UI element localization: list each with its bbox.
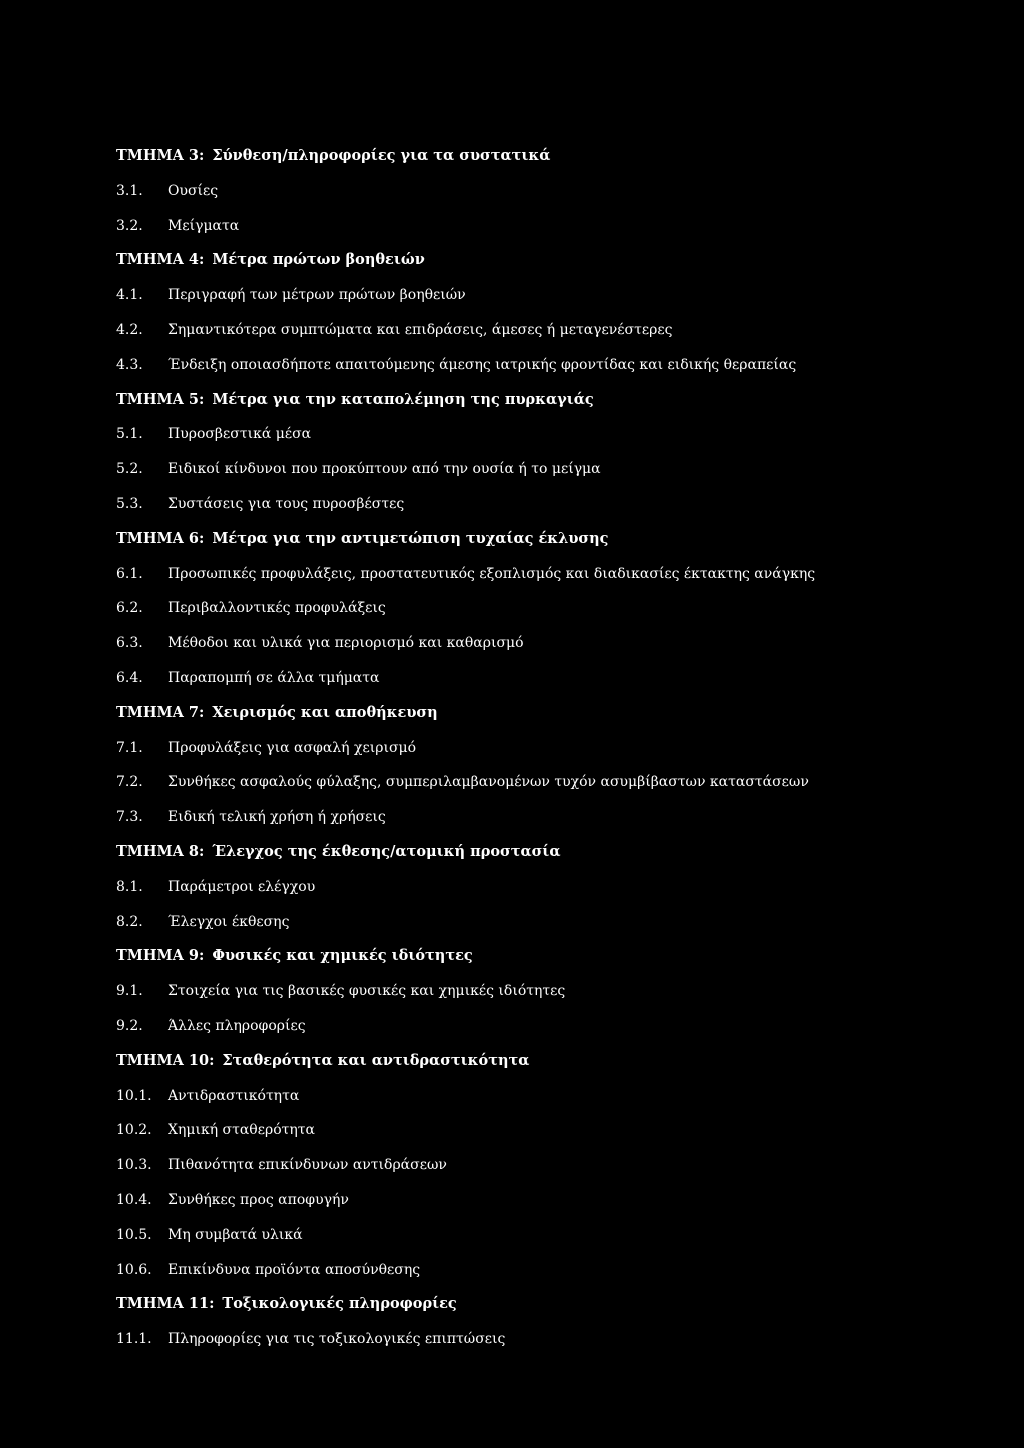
subsection-text: Περιβαλλοντικές προφυλάξεις — [168, 600, 386, 617]
subsection-number: 9.1. — [116, 983, 143, 1000]
subsection-item — [116, 348, 996, 383]
subsection-text: Παραπομπή σε άλλα τμήματα — [168, 669, 380, 686]
subsection-item — [116, 1253, 996, 1288]
subsection-number: 10.6. — [116, 1261, 152, 1278]
subsection-number: 4.2. — [116, 321, 143, 338]
subsection-text: Συνθήκες ασφαλούς φύλαξης, συμπεριλαμβανομένων τυχόν ασυμβίβαστων καταστάσεων — [168, 774, 809, 791]
section-title: Έλεγχος της έκθεσης/ατομική προστασία — [212, 842, 561, 860]
subsection-text: Συνθήκες προς αποφυγήν — [168, 1191, 349, 1208]
subsection-text: Έλεγχοι έκθεσης — [168, 913, 290, 930]
section-heading — [116, 522, 996, 557]
subsection-number: 6.2. — [116, 600, 143, 617]
subsection-number: 6.4. — [116, 669, 143, 686]
subsection-item — [116, 870, 996, 905]
subsection-item — [116, 278, 996, 313]
subsection-item — [116, 174, 996, 209]
subsection-number: 3.1. — [116, 182, 143, 199]
subsection-text: Συστάσεις για τους πυροσβέστες — [168, 495, 405, 512]
section-heading — [116, 1044, 996, 1079]
subsection-text: Χημική σταθερότητα — [168, 1122, 315, 1139]
subsection-item — [116, 209, 996, 244]
subsection-text: Μείγματα — [168, 217, 240, 234]
subsection-text: Ειδική τελική χρήση ή χρήσεις — [168, 809, 386, 826]
subsection-text: Προφυλάξεις για ασφαλή χειρισμό — [168, 739, 417, 756]
subsection-item — [116, 661, 996, 696]
subsection-number: 4.3. — [116, 356, 143, 373]
document-page — [116, 139, 996, 1357]
subsection-text: Ειδικοί κίνδυνοι που προκύπτουν από την ουσία ή το μείγμα — [168, 461, 601, 478]
subsection-text: Μη συμβατά υλικά — [168, 1226, 303, 1243]
subsection-number: 5.1. — [116, 426, 143, 443]
section-heading — [116, 939, 996, 974]
subsection-number: 3.2. — [116, 217, 143, 234]
section-title: Μέτρα πρώτων βοηθειών — [212, 251, 425, 269]
subsection-item — [116, 591, 996, 626]
subsection-item — [116, 1218, 996, 1253]
section-heading — [116, 139, 996, 174]
subsection-text: Επικίνδυνα προϊόντα αποσύνθεσης — [168, 1261, 421, 1278]
section-label: ΤΜΗΜΑ 8: — [116, 842, 205, 860]
subsection-number: 10.1. — [116, 1087, 152, 1104]
subsection-item — [116, 765, 996, 800]
subsection-number: 5.2. — [116, 461, 143, 478]
section-title: Μέτρα για την αντιμετώπιση τυχαίας έκλυσης — [212, 529, 609, 547]
section-title: Τοξικολογικές πληροφορίες — [222, 1295, 457, 1313]
subsection-text: Ουσίες — [168, 182, 219, 199]
subsection-item — [116, 1009, 996, 1044]
subsection-item — [116, 1113, 996, 1148]
section-label: ΤΜΗΜΑ 7: — [116, 703, 205, 721]
subsection-number: 10.5. — [116, 1226, 152, 1243]
section-title: Σύνθεση/πληροφορίες για τα συστατικά — [212, 147, 551, 164]
subsection-number: 7.2. — [116, 774, 143, 791]
subsection-item — [116, 905, 996, 940]
subsection-number: 10.2. — [116, 1122, 152, 1139]
section-label: ΤΜΗΜΑ 10: — [116, 1051, 215, 1069]
subsection-item — [116, 1322, 996, 1357]
subsection-number: 8.2. — [116, 913, 143, 930]
section-title: Σταθερότητα και αντιδραστικότητα — [222, 1051, 530, 1069]
subsection-number: 10.4. — [116, 1191, 152, 1208]
section-label: ΤΜΗΜΑ 5: — [116, 390, 205, 408]
subsection-item — [116, 1079, 996, 1114]
section-title: Χειρισμός και αποθήκευση — [212, 703, 438, 721]
subsection-text: Μέθοδοι και υλικά για περιορισμό και καθαρισμό — [168, 635, 524, 652]
subsection-number: 7.1. — [116, 739, 143, 756]
subsection-number: 5.3. — [116, 495, 143, 512]
section-heading — [116, 696, 996, 731]
subsection-number: 8.1. — [116, 878, 143, 895]
section-heading — [116, 243, 996, 278]
subsection-item — [116, 557, 996, 592]
subsection-text: Περιγραφή των μέτρων πρώτων βοηθειών — [168, 287, 466, 304]
subsection-item — [116, 1148, 996, 1183]
section-label: ΤΜΗΜΑ 6: — [116, 529, 205, 547]
subsection-text: Αντιδραστικότητα — [168, 1087, 300, 1104]
subsection-text: Στοιχεία για τις βασικές φυσικές και χημικές ιδιότητες — [168, 983, 566, 1000]
subsection-text: Πληροφορίες για τις τοξικολογικές επιπτώσεις — [168, 1331, 506, 1348]
section-label: ΤΜΗΜΑ 4: — [116, 251, 205, 269]
section-title: Μέτρα για την καταπολέμηση της πυρκαγιάς — [212, 390, 594, 408]
section-label: ΤΜΗΜΑ 11: — [116, 1295, 215, 1313]
subsection-item — [116, 626, 996, 661]
section-heading — [116, 1287, 996, 1322]
subsection-number: 6.1. — [116, 565, 143, 582]
subsection-item — [116, 1183, 996, 1218]
section-heading — [116, 383, 996, 418]
subsection-text: Προσωπικές προφυλάξεις, προστατευτικός εξοπλισμός και διαδικασίες έκτακτης ανάγκης — [168, 565, 816, 582]
subsection-number: 4.1. — [116, 287, 143, 304]
subsection-text: Παράμετροι ελέγχου — [168, 878, 316, 895]
subsection-text: Άλλες πληροφορίες — [168, 1017, 306, 1034]
subsection-text: Σημαντικότερα συμπτώματα και επιδράσεις, άμεσες ή μεταγενέστερες — [168, 321, 673, 338]
subsection-number: 11.1. — [116, 1331, 152, 1348]
subsection-number: 9.2. — [116, 1017, 143, 1034]
subsection-text: Πυροσβεστικά μέσα — [168, 426, 312, 443]
section-heading — [116, 835, 996, 870]
subsection-text: Πιθανότητα επικίνδυνων αντιδράσεων — [168, 1157, 447, 1174]
subsection-item — [116, 417, 996, 452]
subsection-number: 6.3. — [116, 635, 143, 652]
section-label: ΤΜΗΜΑ 9: — [116, 947, 205, 965]
subsection-number: 10.3. — [116, 1157, 152, 1174]
subsection-item — [116, 974, 996, 1009]
section-title: Φυσικές και χημικές ιδιότητες — [212, 947, 473, 965]
subsection-number: 7.3. — [116, 809, 143, 826]
subsection-item — [116, 731, 996, 766]
subsection-item — [116, 487, 996, 522]
subsection-item — [116, 313, 996, 348]
subsection-item — [116, 452, 996, 487]
subsection-text: Ένδειξη οποιασδήποτε απαιτούμενης άμεσης ιατρικής φροντίδας και ειδικής θεραπείας — [168, 356, 797, 373]
subsection-item — [116, 800, 996, 835]
section-label: ΤΜΗΜΑ 3: — [116, 147, 205, 164]
